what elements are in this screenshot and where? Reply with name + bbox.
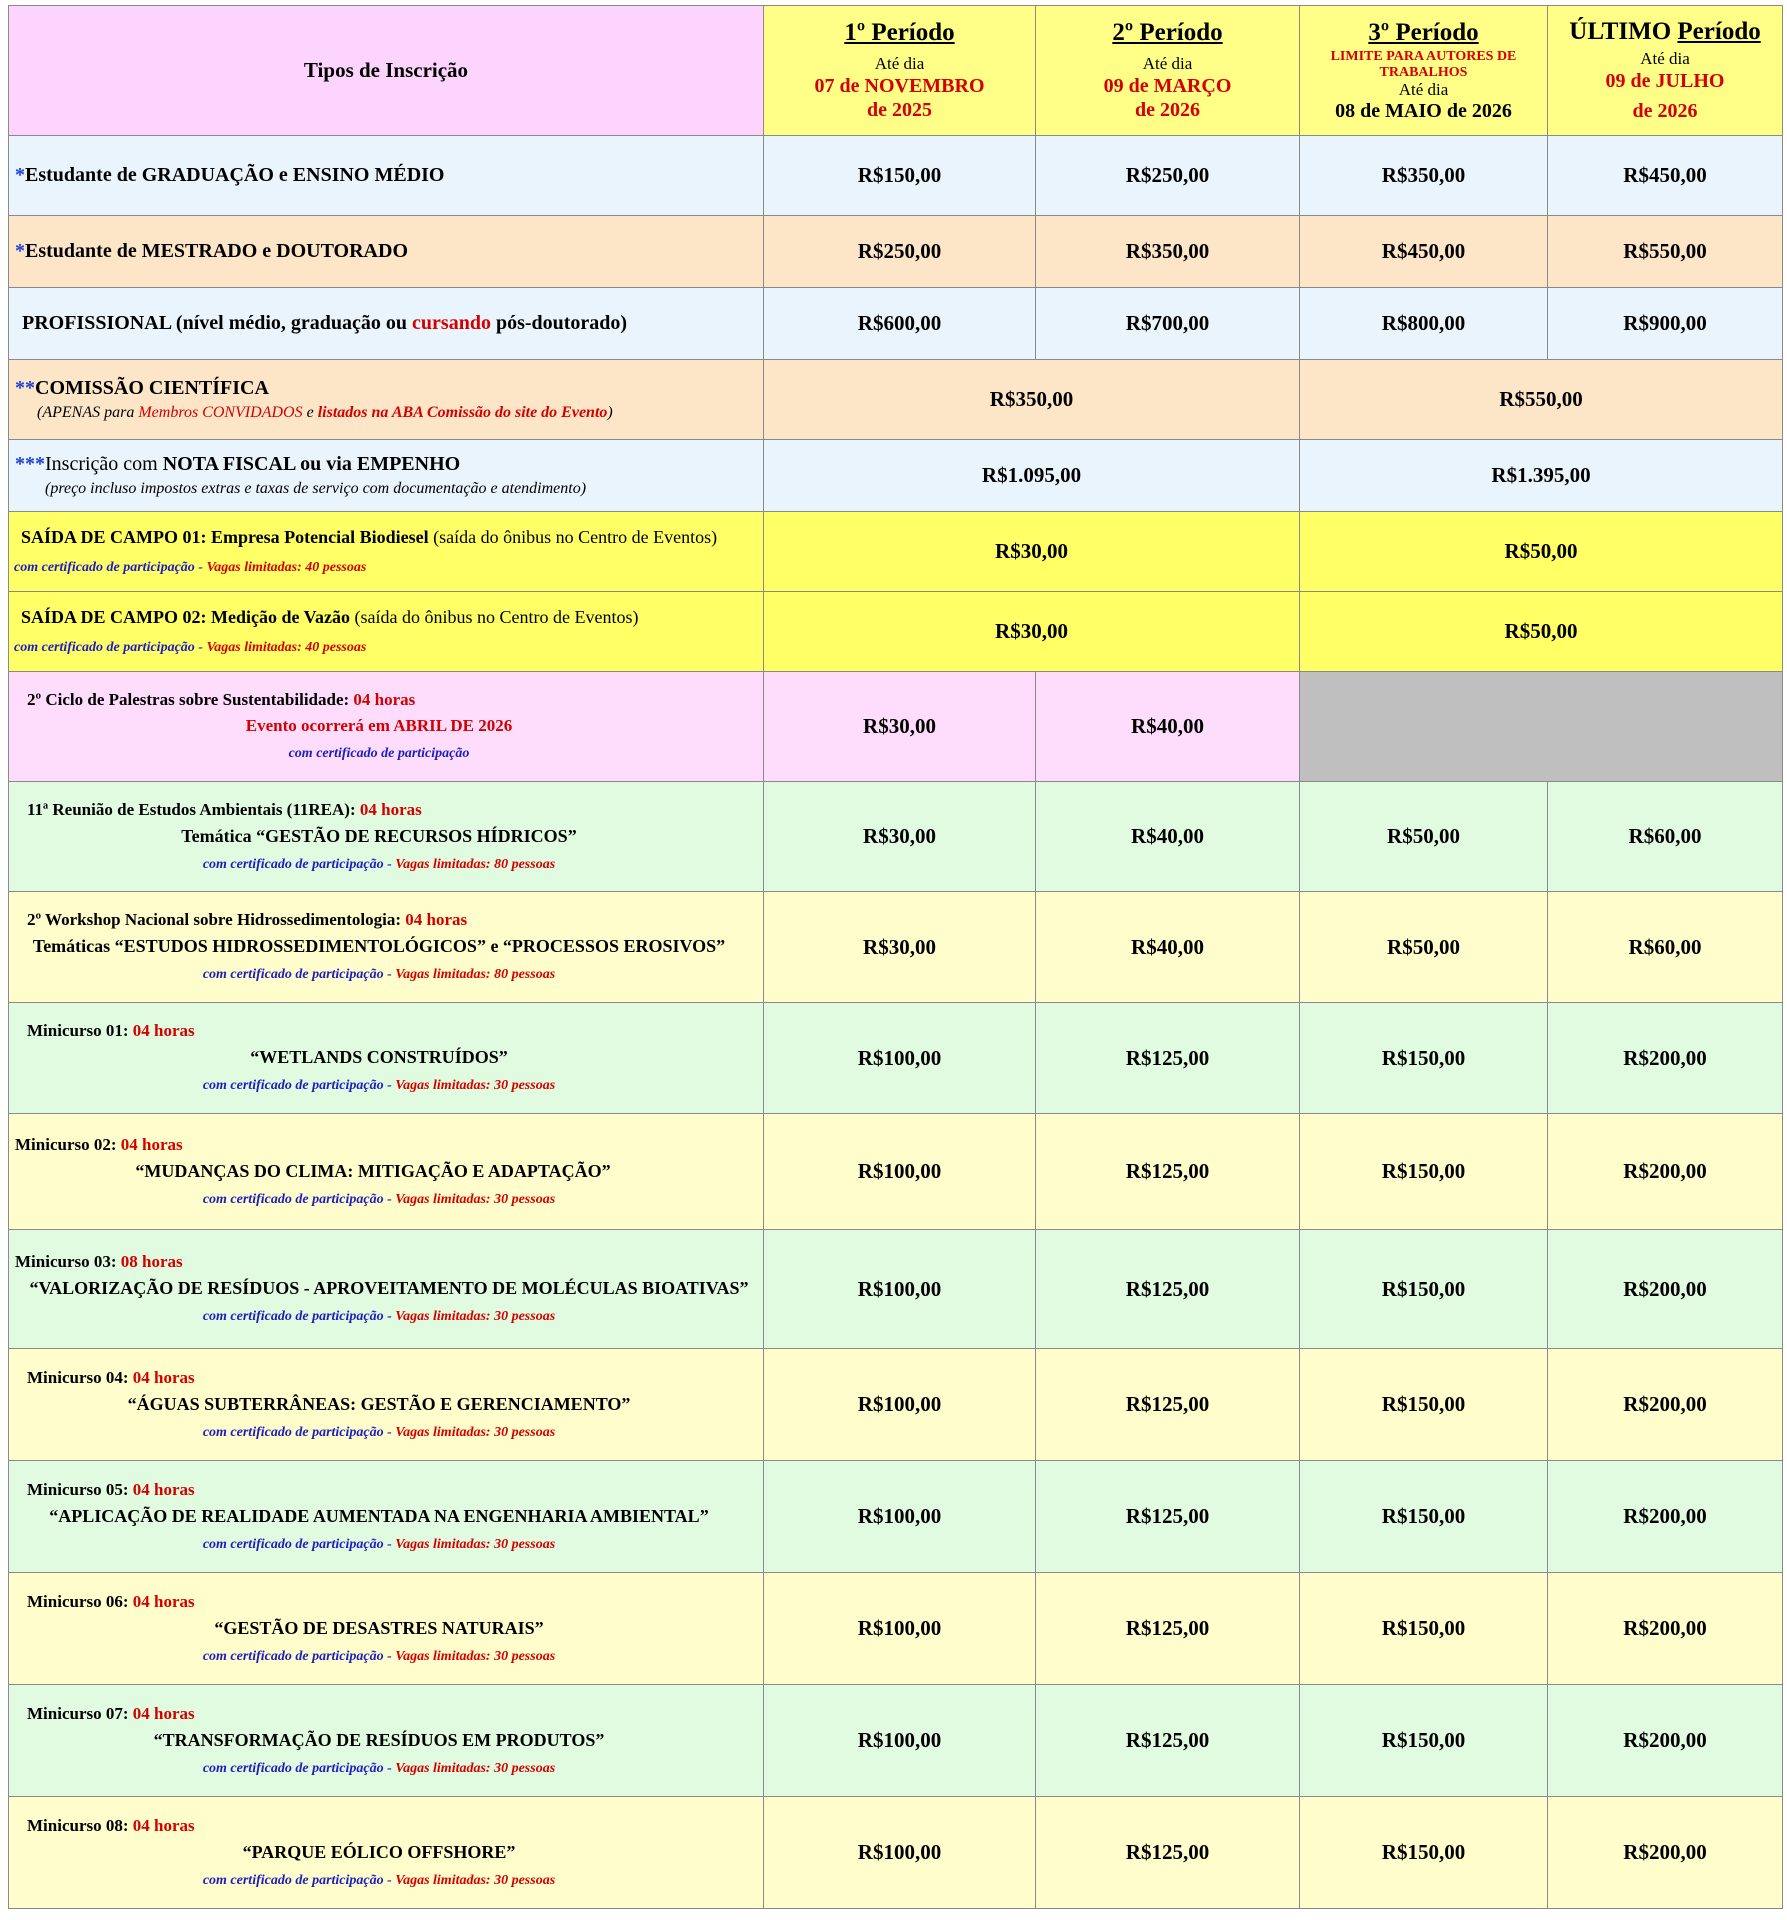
header-period-1: [764, 6, 1036, 136]
theme-label: “GESTÃO DE DESASTRES NATURAIS”: [214, 1617, 544, 1638]
row-label-text-end: pós-doutorado): [490, 312, 628, 334]
price-cell: R$125,00: [1036, 1003, 1300, 1114]
header-period-3: [1300, 6, 1548, 136]
price-cell: R$40,00: [1036, 782, 1300, 892]
row-label-detail: (saída do ônibus no Centro de Eventos): [428, 526, 718, 547]
event-date-note: Evento ocorrerá em ABRIL DE 2026: [245, 716, 513, 735]
row-minicurso-05: [9, 1461, 1783, 1573]
period-4-date-line1: 09 de JULHO: [1605, 69, 1725, 92]
separator: -: [383, 856, 396, 872]
price-cell: R$50,00: [1300, 782, 1548, 892]
price-cell: R$350,00: [1300, 136, 1548, 216]
row-label-text: COMISSÃO CIENTÍFICA: [35, 377, 269, 399]
vacancies-note: Vagas limitadas: 30 pessoas: [395, 1760, 556, 1776]
row-minicurso-07: [9, 1685, 1783, 1797]
asterisk-marker: ***: [15, 453, 45, 475]
separator: -: [383, 967, 396, 982]
price-cell: R$30,00: [764, 672, 1036, 782]
vacancies-note: Vagas limitadas: 40 pessoas: [206, 639, 367, 655]
row-minicurso-04: [9, 1349, 1783, 1461]
row-minicurso-01: [9, 1003, 1783, 1114]
price-cell-span: R$50,00: [1300, 512, 1783, 592]
note-highlight: Membros CONVIDADOS: [138, 404, 303, 421]
separator: -: [194, 639, 207, 655]
price-cell: R$900,00: [1548, 288, 1783, 360]
price-cell: R$50,00: [1300, 892, 1548, 1003]
period-3-title: 3º Período: [1368, 19, 1479, 47]
period-1-title: 1º Período: [844, 19, 955, 47]
hours-label: 04 horas: [132, 1703, 195, 1723]
period-4-ate: Até dia: [1640, 48, 1690, 68]
price-cell: R$100,00: [764, 1685, 1036, 1797]
minicurso-label: [9, 1230, 764, 1349]
row-campo2-label: [9, 592, 764, 672]
vacancies-note: Vagas limitadas: 30 pessoas: [395, 1191, 556, 1207]
price-cell: R$100,00: [764, 1349, 1036, 1461]
certificate-note: com certificado de participação: [202, 1648, 384, 1664]
row-comissao: [9, 360, 1783, 440]
row-label-text: Inscrição com: [45, 453, 163, 475]
row-workshop: [9, 892, 1783, 1003]
theme-label: “PARQUE EÓLICO OFFSHORE”: [242, 1841, 516, 1862]
price-cell: R$200,00: [1548, 1797, 1783, 1909]
asterisk-marker: *: [15, 164, 25, 186]
row-label-bold: Minicurso 08:: [27, 1815, 133, 1835]
row-saida-campo-1: [9, 512, 1783, 592]
row-label-bold: 11ª Reunião de Estudos Ambientais (11REA):: [27, 799, 360, 819]
separator: -: [383, 1648, 396, 1664]
registration-fee-table: [8, 5, 1783, 1909]
price-cell: R$100,00: [764, 1797, 1036, 1909]
hours-label: 04 horas: [353, 690, 416, 709]
price-cell: R$150,00: [1300, 1003, 1548, 1114]
header-row: [9, 6, 1783, 136]
price-cell: R$125,00: [1036, 1797, 1300, 1909]
note-text: (preço incluso impostos extras e taxas de serviço com documentação e atendimento): [45, 480, 587, 497]
period-1-date-line1: 07 de NOVEMBRO: [814, 74, 985, 97]
row-minicurso-08: [9, 1797, 1783, 1909]
row-campo1-label: [9, 512, 764, 592]
price-cell: R$125,00: [1036, 1114, 1300, 1230]
certificate-note: com certificado de participação: [202, 1536, 384, 1552]
price-cell: R$30,00: [764, 892, 1036, 1003]
certificate-note: com certificado de participação: [202, 856, 384, 872]
separator: -: [383, 1078, 396, 1093]
price-cell: R$125,00: [1036, 1461, 1300, 1573]
price-cell: R$40,00: [1036, 672, 1300, 782]
unavailable-cell: [1300, 672, 1783, 782]
separator: -: [383, 1424, 396, 1440]
row-minicurso-02: [9, 1114, 1783, 1230]
separator: -: [383, 1191, 396, 1207]
row-pos-label: [9, 216, 764, 288]
price-cell: R$200,00: [1548, 1573, 1783, 1685]
vacancies-note: Vagas limitadas: 30 pessoas: [395, 1309, 556, 1324]
row-label-text: Estudante de GRADUAÇÃO e ENSINO MÉDIO: [25, 164, 445, 186]
certificate-note: com certificado de participação: [288, 746, 470, 761]
price-cell-span: R$30,00: [764, 512, 1300, 592]
price-cell-span: R$1.395,00: [1300, 440, 1783, 512]
period-3-ate: Até dia: [1398, 80, 1449, 99]
hours-label: 04 horas: [359, 799, 422, 819]
asterisk-marker: **: [15, 377, 35, 399]
price-cell-span: R$50,00: [1300, 592, 1783, 672]
price-cell: R$100,00: [764, 1230, 1036, 1349]
row-label-text: Estudante de MESTRADO e DOUTORADO: [25, 240, 408, 262]
header-type-label: Tipos de Inscrição: [303, 58, 469, 82]
price-cell-span: R$1.095,00: [764, 440, 1300, 512]
price-cell: R$60,00: [1548, 892, 1783, 1003]
theme-label: Temáticas “ESTUDOS HIDROSSEDIMENTOLÓGICOS” e “PROCESSOS EROSIVOS”: [32, 936, 726, 956]
minicurso-label: [9, 1461, 764, 1573]
row-label-bold: SAÍDA DE CAMPO 01: Empresa Potencial Biodiesel: [21, 526, 429, 547]
theme-label: “WETLANDS CONSTRUÍDOS”: [250, 1047, 508, 1067]
fee-table-wrapper: [8, 5, 1782, 1910]
certificate-note: com certificado de participação: [14, 639, 195, 655]
price-cell: R$450,00: [1548, 136, 1783, 216]
row-profissional-label: [9, 288, 764, 360]
price-cell: R$350,00: [1036, 216, 1300, 288]
price-cell: R$150,00: [1300, 1349, 1548, 1461]
row-label-bold: Minicurso 05:: [27, 1479, 133, 1499]
certificate-note: com certificado de participação: [202, 1424, 384, 1440]
row-saida-campo-2: [9, 592, 1783, 672]
vacancies-note: Vagas limitadas: 30 pessoas: [395, 1872, 556, 1888]
minicurso-label: [9, 1685, 764, 1797]
row-label-bold: Minicurso 06:: [27, 1591, 133, 1611]
price-cell: R$600,00: [764, 288, 1036, 360]
header-type-cell: [9, 6, 764, 136]
row-label-detail: (saída do ônibus no Centro de Eventos): [350, 606, 639, 627]
hours-label: 04 horas: [132, 1815, 195, 1835]
row-minicurso-06: [9, 1573, 1783, 1685]
price-cell: R$150,00: [1300, 1230, 1548, 1349]
period-2-date-line2: de 2026: [1135, 98, 1200, 121]
period-3-limit: LIMITE PARA AUTORES DE TRABALHOS: [1330, 48, 1517, 80]
theme-label: “VALORIZAÇÃO DE RESÍDUOS - APROVEITAMENTO DE MOLÉCULAS BIOATIVAS”: [29, 1278, 749, 1298]
row-graduacao-label: [9, 136, 764, 216]
vacancies-note: Vagas limitadas: 80 pessoas: [395, 856, 556, 872]
row-comissao-label: [9, 360, 764, 440]
price-cell: R$150,00: [1300, 1114, 1548, 1230]
vacancies-note: Vagas limitadas: 40 pessoas: [206, 559, 367, 575]
price-cell: R$250,00: [1036, 136, 1300, 216]
row-nota-fiscal: [9, 440, 1783, 512]
minicurso-label: [9, 1114, 764, 1230]
price-cell-span: R$350,00: [764, 360, 1300, 440]
theme-label: “ÁGUAS SUBTERRÂNEAS: GESTÃO E GERENCIAMENTO”: [127, 1393, 631, 1414]
period-4-title-prefix: ÚLTIMO: [1569, 18, 1672, 46]
row-workshop-label: [9, 892, 764, 1003]
period-2-date-line1: 09 de MARÇO: [1103, 74, 1232, 97]
note-highlight-bold: listados na ABA Comissão do site do Evento: [317, 404, 608, 421]
row-label-bold: 2º Workshop Nacional sobre Hidrossedimentologia:: [27, 910, 406, 929]
row-label-bold: Minicurso 03:: [15, 1252, 121, 1271]
separator: -: [383, 1760, 396, 1776]
asterisk-marker: *: [15, 240, 25, 262]
price-cell: R$30,00: [764, 782, 1036, 892]
note-text-mid: e: [302, 404, 318, 421]
price-cell: R$100,00: [764, 1003, 1036, 1114]
price-cell: R$800,00: [1300, 288, 1548, 360]
minicurso-label: [9, 1573, 764, 1685]
minicurso-label: [9, 1349, 764, 1461]
period-2-title: 2º Período: [1112, 19, 1223, 47]
row-label-bold: Minicurso 02:: [15, 1134, 121, 1154]
certificate-note: com certificado de participação: [202, 967, 384, 982]
row-ciclo-label: [9, 672, 764, 782]
hours-label: 04 horas: [120, 1134, 183, 1154]
price-cell: R$250,00: [764, 216, 1036, 288]
note-text-end: ): [607, 404, 613, 421]
period-1-ate: Até dia: [874, 53, 925, 73]
minicurso-label: [9, 1797, 764, 1909]
price-cell: R$150,00: [764, 136, 1036, 216]
minicurso-label: [9, 1003, 764, 1114]
hours-label: 08 horas: [120, 1252, 183, 1271]
price-cell: R$550,00: [1548, 216, 1783, 288]
row-graduacao: [9, 136, 1783, 216]
price-cell: R$125,00: [1036, 1230, 1300, 1349]
separator: -: [383, 1536, 396, 1552]
note-text: (APENAS para: [37, 404, 139, 421]
row-label-bold: Minicurso 07:: [27, 1703, 133, 1723]
theme-label: “APLICAÇÃO DE REALIDADE AUMENTADA NA ENGENHARIA AMBIENTAL”: [49, 1505, 709, 1526]
price-cell: R$200,00: [1548, 1003, 1783, 1114]
price-cell: R$200,00: [1548, 1230, 1783, 1349]
row-label-highlight: cursando: [412, 312, 491, 334]
price-cell: R$40,00: [1036, 892, 1300, 1003]
period-2-ate: Até dia: [1142, 53, 1193, 73]
row-profissional: [9, 288, 1783, 360]
row-reuniao: [9, 782, 1783, 892]
period-4-date-line2: de 2026: [1632, 99, 1698, 122]
price-cell: R$200,00: [1548, 1349, 1783, 1461]
header-period-2: [1036, 6, 1300, 136]
certificate-note: com certificado de participação: [202, 1309, 384, 1324]
vacancies-note: Vagas limitadas: 30 pessoas: [395, 1078, 556, 1093]
row-ciclo-palestras: [9, 672, 1783, 782]
theme-label: “TRANSFORMAÇÃO DE RESÍDUOS EM PRODUTOS”: [153, 1729, 605, 1750]
price-cell: R$100,00: [764, 1573, 1036, 1685]
certificate-note: com certificado de participação: [202, 1872, 384, 1888]
price-cell: R$150,00: [1300, 1461, 1548, 1573]
price-cell: R$150,00: [1300, 1685, 1548, 1797]
price-cell: R$200,00: [1548, 1114, 1783, 1230]
theme-label: “MUDANÇAS DO CLIMA: MITIGAÇÃO E ADAPTAÇÃO”: [135, 1160, 611, 1181]
hours-label: 04 horas: [132, 1367, 195, 1387]
hours-label: 04 horas: [405, 910, 468, 929]
certificate-note: com certificado de participação: [202, 1760, 384, 1776]
header-period-4: [1548, 6, 1783, 136]
row-minicurso-03: [9, 1230, 1783, 1349]
price-cell: R$200,00: [1548, 1461, 1783, 1573]
certificate-note: com certificado de participação: [14, 559, 195, 575]
price-cell: R$125,00: [1036, 1685, 1300, 1797]
certificate-note: com certificado de participação: [202, 1191, 384, 1207]
certificate-note: com certificado de participação: [202, 1078, 384, 1093]
period-4-title-suffix: Período: [1677, 18, 1761, 46]
price-cell: R$450,00: [1300, 216, 1548, 288]
row-label-bold: NOTA FISCAL ou via EMPENHO: [162, 453, 461, 475]
price-cell: R$150,00: [1300, 1797, 1548, 1909]
period-3-date: 08 de MAIO de 2026: [1335, 99, 1512, 122]
price-cell: R$125,00: [1036, 1349, 1300, 1461]
price-cell: R$200,00: [1548, 1685, 1783, 1797]
row-label-bold: SAÍDA DE CAMPO 02: Medição de Vazão: [21, 606, 350, 627]
row-label-bold: Minicurso 04:: [27, 1367, 133, 1387]
row-label-bold: Minicurso 01:: [27, 1021, 133, 1040]
row-pos-graduacao: [9, 216, 1783, 288]
price-cell: R$125,00: [1036, 1573, 1300, 1685]
row-label-text: PROFISSIONAL (nível médio, graduação ou: [22, 312, 413, 334]
separator: -: [383, 1309, 396, 1324]
price-cell-span: R$550,00: [1300, 360, 1783, 440]
vacancies-note: Vagas limitadas: 80 pessoas: [395, 967, 556, 982]
price-cell: R$100,00: [764, 1461, 1036, 1573]
row-reuniao-label: [9, 782, 764, 892]
vacancies-note: Vagas limitadas: 30 pessoas: [395, 1536, 556, 1552]
price-cell: R$700,00: [1036, 288, 1300, 360]
row-label-bold: 2º Ciclo de Palestras sobre Sustentabilidade:: [27, 690, 354, 709]
price-cell: R$100,00: [764, 1114, 1036, 1230]
vacancies-note: Vagas limitadas: 30 pessoas: [395, 1424, 556, 1440]
hours-label: 04 horas: [132, 1479, 195, 1499]
theme-label: Temática “GESTÃO DE RECURSOS HÍDRICOS”: [181, 825, 577, 846]
vacancies-note: Vagas limitadas: 30 pessoas: [395, 1648, 556, 1664]
separator: -: [383, 1872, 396, 1888]
separator: -: [194, 559, 207, 575]
hours-label: 04 horas: [132, 1021, 195, 1040]
period-1-date-line2: de 2025: [867, 98, 932, 121]
price-cell: R$150,00: [1300, 1573, 1548, 1685]
hours-label: 04 horas: [132, 1591, 195, 1611]
period-4-title: [1548, 18, 1782, 46]
price-cell-span: R$30,00: [764, 592, 1300, 672]
row-nota-label: [9, 440, 764, 512]
price-cell: R$60,00: [1548, 782, 1783, 892]
